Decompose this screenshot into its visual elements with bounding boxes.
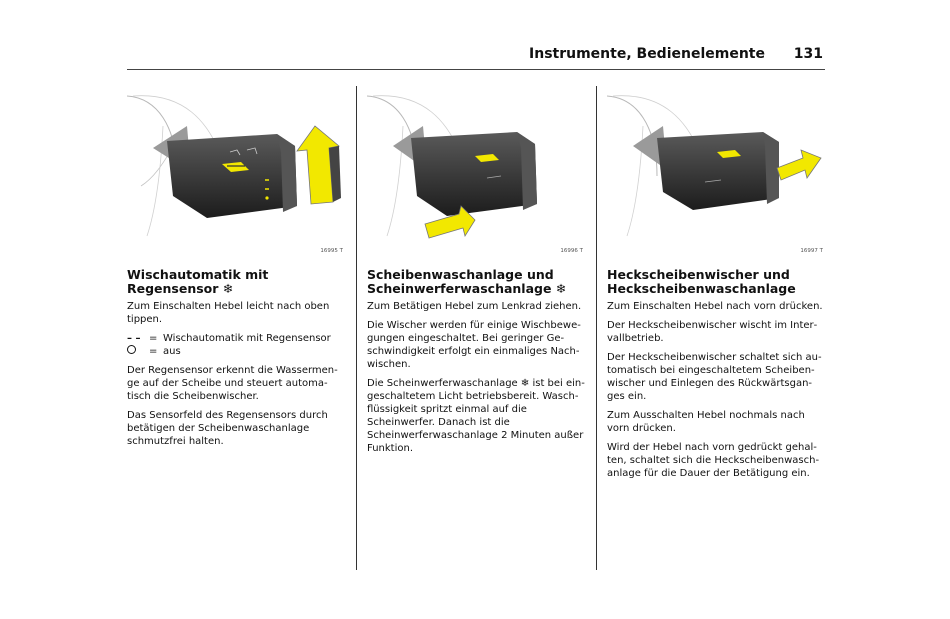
wiper-lever-illustration — [127, 86, 345, 258]
body-paragraph: Der Regensensor erkennt die Wassermenge auf der Scheibe und steuert automatisch die Scheibenwischer. — [127, 365, 338, 402]
figure-wiper-lever-pull — [367, 86, 585, 258]
body-paragraph: Der Heckscheibenwischer wischt im Intervallbetrieb. — [607, 320, 818, 344]
column-title: Scheibenwaschanlage und Scheinwerferwaschanlage ❄ — [367, 267, 567, 296]
legend-text: aus — [163, 346, 181, 357]
figure-code: 16995 T — [320, 248, 343, 254]
legend-symbol: – – — [127, 333, 141, 344]
legend-equals: = — [149, 346, 158, 357]
body-paragraph: Das Sensorfeld des Regensensors durch betätigen der Scheibenwaschanlage schmutzfrei halten. — [127, 410, 328, 447]
figure-code: 16997 T — [800, 248, 823, 254]
page-header — [127, 44, 825, 70]
column-heckscheibenwischer — [607, 86, 825, 486]
figure-wiper-lever-up — [127, 86, 345, 258]
column-scheibenwaschanlage — [367, 86, 585, 461]
column-title: Heckscheibenwischer und Heckscheibenwaschanlage — [607, 267, 796, 296]
body-paragraph: Die Scheinwerferwaschanlage ❄ ist bei eingeschaltetem Licht betriebsbereit. Waschflüssigkeit spritzt einmal auf die Scheinwerfer. Danach ist die Scheinwerferwaschanlage 2 Minuten außer Funktion. — [367, 378, 585, 454]
legend-text: Wischautomatik mit Regensensor — [163, 333, 331, 344]
intro-paragraph: Zum Betätigen Hebel zum Lenkrad ziehen. — [367, 301, 582, 312]
body-paragraph: Wird der Hebel nach vorn gedrückt gehalten, schaltet sich die Heckscheibenwaschanlage für die Dauer der Betätigung ein. — [607, 442, 820, 479]
intro-paragraph: Zum Einschalten Hebel nach vorn drücken. — [607, 301, 823, 312]
figure-code: 16996 T — [560, 248, 583, 254]
column-divider — [356, 86, 357, 570]
figure-wiper-lever-push — [607, 86, 825, 258]
legend-row — [127, 332, 345, 345]
rear-wiper-lever-illustration — [607, 86, 825, 258]
column-title: Wischautomatik mit Regensensor ❄ — [127, 267, 269, 296]
legend-row — [127, 345, 345, 358]
header-rule — [127, 69, 825, 70]
section-title: Instrumente, Bedienelemente — [529, 46, 765, 62]
off-circle-icon — [127, 345, 149, 358]
legend-equals: = — [149, 333, 158, 344]
column-wischautomatik — [127, 86, 345, 454]
intro-paragraph: Zum Einschalten Hebel leicht nach oben tippen. — [127, 301, 330, 325]
body-paragraph: Zum Ausschalten Hebel nochmals nach vorn drücken. — [607, 410, 805, 434]
column-divider — [596, 86, 597, 570]
washer-lever-illustration — [367, 86, 585, 258]
body-paragraph: Die Wischer werden für einige Wischbewegungen eingeschaltet. Bei geringer Geschwindigkeit erfolgt ein einmaliges Nachwischen. — [367, 320, 581, 370]
page-number: 131 — [793, 46, 823, 62]
legend-list — [127, 332, 345, 358]
body-paragraph: Der Heckscheibenwischer schaltet sich automatisch bei eingeschaltetem Scheibenwischer und Einlegen des Rückwärtsganges ein. — [607, 352, 822, 402]
